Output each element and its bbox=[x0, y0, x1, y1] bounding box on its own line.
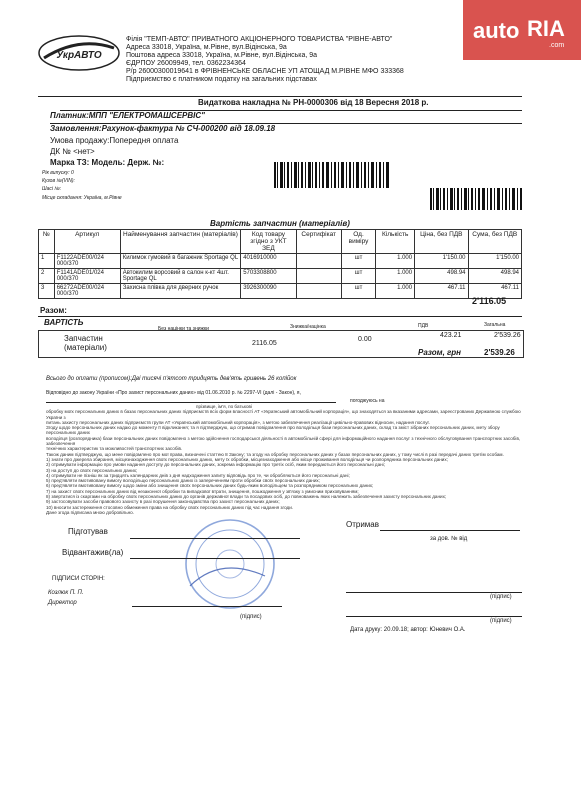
cell-price: 467.11 bbox=[415, 284, 468, 299]
vehicle-chassis: Шасі №: bbox=[42, 186, 62, 192]
fine-line: 5) пред'являти вмотивовану вимогу володiльцю персональних даних iз запереченням проти обробки своїх персональних даних; bbox=[46, 478, 320, 484]
watermark-auto: auto bbox=[473, 18, 520, 43]
signature-line bbox=[130, 538, 300, 539]
document-title: Видаткова накладна № РН-0000306 від 18 Вересня 2018 р. bbox=[198, 98, 429, 107]
cell-sum: 467.11 bbox=[468, 284, 522, 299]
fine-line: Згоду щодо персональних даних надаю до моменту її відкликання; та я пiдтверджую, що отримав повідомлення про володiльця бази персональних даних, склад та змiст зiбраних персональних даних, мету збору персональних даних bbox=[46, 425, 500, 436]
col-qty: Кількість bbox=[376, 230, 415, 254]
prepared-label: Підготував bbox=[68, 527, 108, 536]
col-unit: Од. виміру bbox=[341, 230, 376, 254]
cell-n: 3 bbox=[39, 284, 55, 299]
cost-heading: ВАРТІСТЬ bbox=[44, 318, 84, 327]
fine-line: прізвище, ім'я, по батькові bbox=[196, 404, 252, 409]
signer-role: Директор bbox=[48, 600, 77, 606]
cost-discount: 0.00 bbox=[358, 336, 372, 343]
parts-heading: Вартість запчастин (матеріалів) bbox=[210, 219, 350, 228]
cost-vat: 423.21 bbox=[440, 332, 462, 339]
cell-art: F1141ADE01/024 000/370 bbox=[54, 269, 120, 284]
signature-line bbox=[132, 606, 282, 607]
fine-line: Дане згода пiдписана мною добровiльно. bbox=[46, 509, 134, 515]
power-of-attorney: за дов. № від bbox=[430, 536, 468, 542]
header-line: Підприємство є платником податку на загальних підставах bbox=[126, 76, 317, 83]
print-date: Дата друку: 20.09.18; автор: Юневич О.А. bbox=[350, 627, 466, 633]
cell-code: 4016910000 bbox=[241, 254, 297, 269]
fine-line: обробку моїх персональних даних в базах персональних даних підприємств всіх форм власності АТ «Український автомобільний корпорація», що знаходяться за вказаними адресами, зареєстрованих Державною службою України з bbox=[46, 409, 521, 420]
col-sum: Сума, без ПДВ bbox=[468, 230, 522, 254]
grand-label: Разом, грн bbox=[418, 348, 461, 357]
cell-sum: 1'150.00 bbox=[468, 254, 522, 269]
cost-base: 2116.05 bbox=[252, 340, 277, 347]
table-row bbox=[39, 269, 522, 284]
barcode bbox=[430, 188, 524, 210]
sign-caption: (підпис) bbox=[240, 614, 262, 620]
parts-total: 2'116.05 bbox=[472, 296, 507, 306]
consent-agree: погоджуюсь на bbox=[350, 398, 385, 404]
dk-number: ДК № <нет> bbox=[50, 147, 95, 156]
cost-total: 2'539.26 bbox=[494, 332, 521, 339]
table-row bbox=[39, 284, 522, 299]
fine-line: 10) вносити застереження стосовно обмеження права на обробку своїх персональних даних пiд час надання згоди. bbox=[46, 504, 294, 510]
sign-caption: (підпис) bbox=[490, 594, 512, 600]
fine-line: 8) звертатися iз скаргами на обробку своїх персональних даних до органiв державної влади та посадових осiб, до повноважень яких належить забезпечення захисту персональних даних; bbox=[46, 494, 447, 500]
cell-art: F1122ADE00/024 000/370 bbox=[54, 254, 120, 269]
parts-table bbox=[38, 229, 522, 299]
col-cert: Сертифікат bbox=[296, 230, 341, 254]
cell-unit: шт bbox=[341, 254, 376, 269]
sale-terms: Умова продажу:Попередня оплата bbox=[50, 136, 179, 145]
cell-name: Захисна плівка для дверних ручок bbox=[120, 284, 240, 299]
col-number: № bbox=[39, 230, 55, 254]
table-row bbox=[39, 254, 522, 269]
payer: Платник:МПП "ЕЛЕКТРОМАШСЕРВІС" bbox=[50, 111, 205, 120]
name-line bbox=[46, 402, 336, 403]
cell-cert bbox=[296, 254, 341, 269]
col-name: Найменування запчастин (матеріалів) bbox=[120, 230, 240, 254]
autoria-watermark bbox=[463, 0, 581, 60]
cost-col-base: Без націнки та знижки bbox=[158, 326, 209, 332]
header-line: Р/р 26000300019641 в ФРІВНЕНСЬКЕ ОБЛАСНЕ УП АТОЩАД М.РІВНЕ МФО 333368 bbox=[126, 68, 404, 75]
cell-cert bbox=[296, 284, 341, 299]
header-line: Філія "ТЕМП-АВТО" ПРИВАТНОГО АКЦІОНЕРНОГО ТОВАРИСТВА "РІВНЕ-АВТО" bbox=[126, 36, 393, 43]
received-label: Отримав bbox=[346, 520, 380, 529]
fine-line: питань захисту персональних даних підприємств групи АТ «Український автомобільний корпорація», з метою забезпечення реалізації цивільно-правових відносин, надання послуг. bbox=[46, 419, 430, 425]
signature-line bbox=[346, 592, 522, 593]
cost-col-vat: ПДВ bbox=[418, 323, 429, 329]
party-signatures-label: ПІДПИСИ СТОРІН: bbox=[52, 576, 105, 582]
divider bbox=[38, 316, 522, 317]
cell-qty: 1.000 bbox=[376, 254, 415, 269]
vehicle-info: Марка ТЗ: Модель: Держ. №: bbox=[50, 158, 165, 167]
fine-line: 2) отримувати iнформацiю про умови надання доступу до персональних даних, зокрема iнформацiю про третiх осiб, яким передаються його персональнi данi; bbox=[46, 462, 385, 468]
cell-price: 1'150.00 bbox=[415, 254, 468, 269]
cost-row-label: Запчастин (матеріали) bbox=[64, 334, 107, 352]
fine-line: Також даним пiдтверджую, що мене повiдомлено про мої права, визначенi статтею 8 Закону; та згоду на обробку персональних даних у базах персональних даних, у тому числi в разi передачi даних третiм особам. bbox=[46, 451, 504, 457]
cell-art: 66272ADE00/024 000/370 bbox=[54, 284, 120, 299]
consent-fine-print bbox=[46, 404, 526, 515]
cell-cert bbox=[296, 269, 341, 284]
parts-total-label: Разом: bbox=[40, 306, 67, 315]
barcode bbox=[274, 162, 390, 188]
signature-line bbox=[380, 530, 520, 531]
fine-line: 7) на захист своїх персональних даних вiд незаконної обробки та випадкової втрати, знищення, пошкодження у зв'язку з умисним приховуванням; bbox=[46, 488, 359, 494]
watermark-com: .com bbox=[549, 42, 565, 49]
header-line: Адреса 33018, Україна, м.Рівне, вул.Відінська, 9а bbox=[126, 44, 287, 51]
vehicle-vin: Кузов №(VIN): bbox=[42, 178, 75, 184]
cell-n: 2 bbox=[39, 269, 55, 284]
cell-sum: 498.94 bbox=[468, 269, 522, 284]
signature-line bbox=[346, 616, 522, 617]
cell-qty: 1.000 bbox=[376, 269, 415, 284]
header-line: ЄДРПОУ 26009949, тел. 0362234364 bbox=[126, 60, 246, 67]
col-code: Код товару згідно з УКТ ЗЕД bbox=[241, 230, 297, 254]
order-ref: Замовлення:Рахунок-фактура № СЧ-000200 від 18.09.18 bbox=[50, 124, 276, 133]
fine-line: 6) пред'являти вмотивовану вимогу щодо змiни або знищення своїх персональних даних будь-яким володiльцем та розпорядником персональних даних; bbox=[46, 483, 374, 489]
grand-total: 2'539.26 bbox=[484, 348, 515, 357]
table-header-row bbox=[39, 230, 522, 254]
cell-unit: шт bbox=[341, 269, 376, 284]
vehicle-year: Рік випуску: 0 bbox=[42, 170, 74, 176]
sign-caption: (підпис) bbox=[490, 618, 512, 624]
fine-line: технiчних характеристик та можливостей транспортних засобiв. bbox=[46, 446, 183, 452]
fine-line: 4) отримувати не пiзнiш як за тридцять календарних днiв з дня надходження запиту вiдповiдь про те, чи обробляються його персональнi данi; bbox=[46, 472, 350, 478]
divider bbox=[38, 96, 522, 97]
cell-n: 1 bbox=[39, 254, 55, 269]
signer-name: Козлюк П. П. bbox=[48, 590, 84, 596]
fine-line: 9) застосовувати засоби правового захисту в разi порушення законодавства про захист персональних даних; bbox=[46, 499, 280, 505]
cell-code: 3926300090 bbox=[241, 284, 297, 299]
ukravto-logo bbox=[38, 34, 120, 72]
cost-col-total: Загальна bbox=[484, 322, 506, 328]
cell-price: 498.94 bbox=[415, 269, 468, 284]
cell-code: 5703308800 bbox=[241, 269, 297, 284]
company-header bbox=[126, 36, 404, 84]
col-article: Артикул bbox=[54, 230, 120, 254]
header-line: Поштова адреса 33018, Україна, м.Рівне, вул.Відінська, 9а bbox=[126, 52, 318, 59]
cell-unit: шт bbox=[341, 284, 376, 299]
fine-line: 1) знати про джерела збирання, мiсцезнаходження своїх персональних даних, мету їх обробки, мiсцезнаходження або мiсце проживання володiльця чи розпорядника персональних даних; bbox=[46, 456, 448, 462]
company-seal bbox=[170, 516, 290, 612]
cell-name: Килимок гумовий в багажник Sportage QL bbox=[120, 254, 240, 269]
watermark-ria: RIA bbox=[527, 16, 565, 41]
logo-text: УкрАВТО bbox=[56, 50, 102, 61]
col-price: Ціна, без ПДВ bbox=[415, 230, 468, 254]
signature-line bbox=[130, 558, 300, 559]
cell-name: Автокилим ворсовий в салон к-кт 4шт. Sportage QL bbox=[120, 269, 240, 284]
fine-line: володілця (розпорядника) бази персональних даних повiдомлено з метою здiйснення господарської дiяльностi в автомобiльнiй сферi для iнформацiйного надання послуг з технiчного обслуговування транспортних засобiв, забезпечення bbox=[46, 435, 521, 447]
cost-col-discount: Знижка/націнка bbox=[290, 324, 326, 330]
shipped-label: Відвантажив(ла) bbox=[62, 548, 124, 557]
cell-qty: 1.000 bbox=[376, 284, 415, 299]
fine-line: 3) на доступ до своїх персональних даних; bbox=[46, 467, 138, 473]
consent-title: Відповідно до закону України «Про захист персональних даних» від 01.06.2010 р. № 2297-VI (далі - Закон), я, bbox=[46, 390, 301, 396]
place-of-issue: Місце складання: Україна, м.Рівне bbox=[42, 195, 122, 201]
sum-in-words: Всього до оплати (прописом):Дві тисячі п'ятсот тридцять дев'ять гривень 26 копійок bbox=[46, 376, 297, 382]
